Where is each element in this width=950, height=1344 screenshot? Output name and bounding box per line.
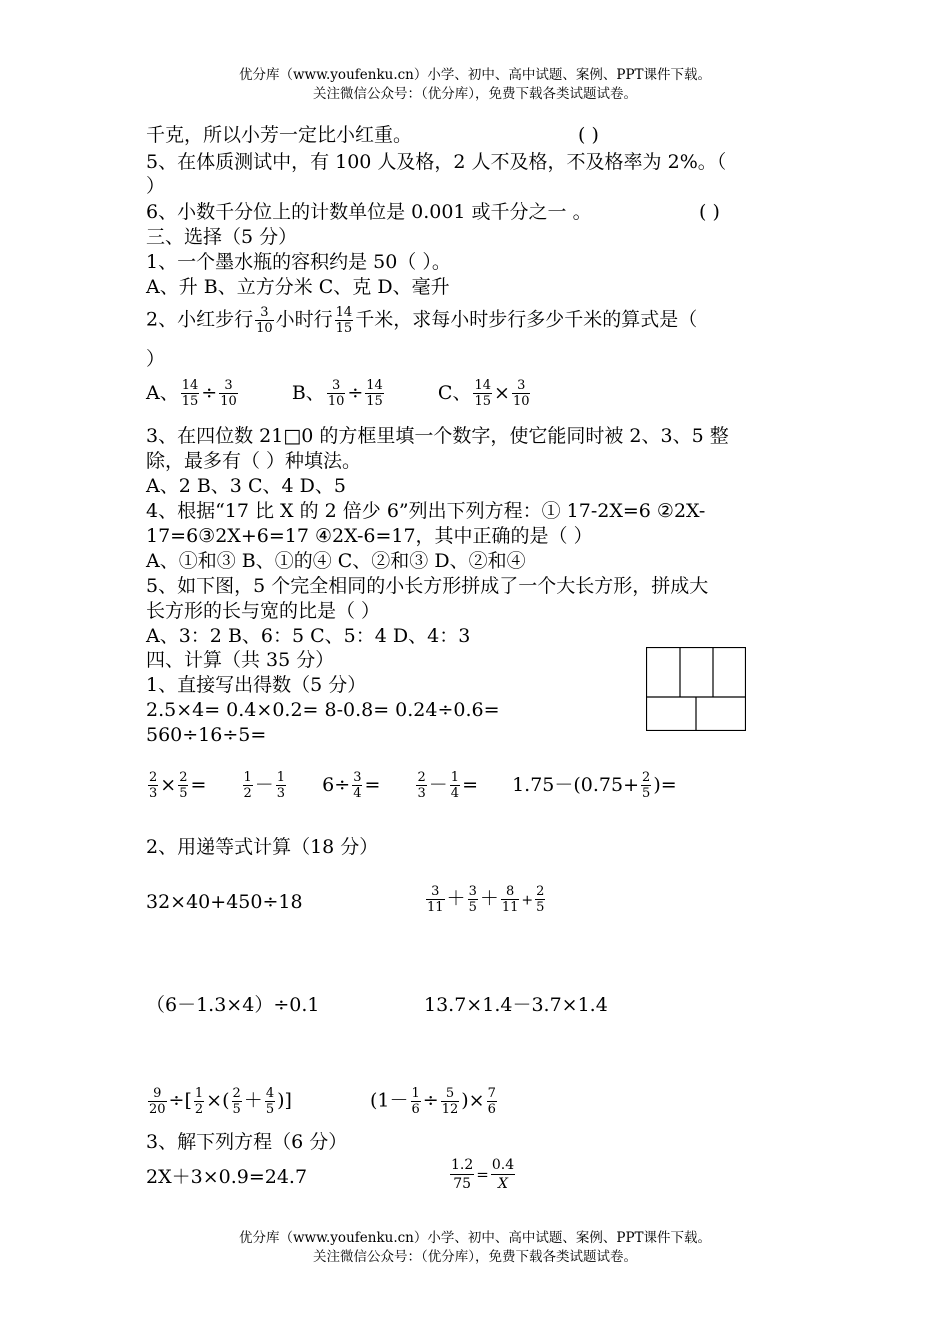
choice-q5-options: A、3：2 B、6：5 C、5：4 D、4：3 xyxy=(146,625,471,647)
judge-q6 xyxy=(146,200,720,224)
calc-fraction-row xyxy=(146,770,677,801)
expr-c: 6÷ $\frac{3}{4}$ = xyxy=(322,770,381,801)
judge-line-1 xyxy=(146,123,599,147)
equation-1: 2X＋3×0.9=24.7 xyxy=(146,1166,308,1188)
calc-problem-2: $\frac{3}{11}$ ＋ $\frac{3}{5}$ ＋ $\frac{8}{11}$ + $\frac{2}{5}$ xyxy=(427,884,545,915)
judge-text: 千克，所以小芳一定比小红重。 xyxy=(146,124,413,146)
choice-q1-options: A、升 B、立方分米 C、克 D、毫升 xyxy=(146,276,450,298)
choice-q4-options: A、①和③ B、①的④ C、②和③ D、②和④ xyxy=(146,550,526,572)
choice-q2-options xyxy=(146,378,532,409)
header-line-2: 关注微信公众号：（优分库），免费下载各类试题试卷。 xyxy=(313,86,637,102)
q2-text-c: 千米，求每小时步行多少千米的算式是（ xyxy=(355,308,698,331)
fraction: $\frac{14}{15}$ xyxy=(335,305,353,336)
section-choice-title: 三、选择（5 分） xyxy=(146,226,298,248)
option-a: A、 $\frac{14}{15}$ ÷ $\frac{3}{10}$ xyxy=(146,378,237,409)
calc-s2-title: 2、用递等式计算（18 分） xyxy=(146,836,379,858)
choice-q2 xyxy=(146,305,697,336)
footer-line-1: 优分库（www.youfenku.cn）小学、初中、高中试题、案例、PPT课件下载。 xyxy=(238,1230,712,1246)
calc-s3-title: 3、解下列方程（6 分） xyxy=(146,1131,348,1153)
q2-text-b: 小时行 xyxy=(275,308,333,331)
rectangle-figure xyxy=(646,647,746,731)
choice-q5-line-2: 长方形的长与宽的比是（ ） xyxy=(146,600,381,622)
section-calc-title: 四、计算（共 35 分） xyxy=(146,649,335,671)
calc-row-1: 2.5×4= 0.4×0.2= 8-0.8= 0.24÷0.6= xyxy=(146,699,500,721)
calc-problem-1: 32×40+450÷18 xyxy=(146,891,303,913)
answer-paren: ( ) xyxy=(699,201,720,223)
choice-q3-options: A、2 B、3 C、4 D、5 xyxy=(146,475,346,497)
expr-a: $\frac{2}{3}$ × $\frac{2}{5}$ = xyxy=(149,770,207,801)
expr-e: 1.75－(0.75+ $\frac{2}{5}$ )= xyxy=(512,770,677,801)
calc-problem-4: 13.7×1.4－3.7×1.4 xyxy=(424,994,608,1016)
calc-problem-5: $\frac{9}{20}$ ÷[ $\frac{1}{2}$ ×( $\frac{2}{5}$ ＋ $\frac{4}{5}$ )] xyxy=(149,1086,292,1117)
choice-q3-line-2: 除，最多有（ ）种填法。 xyxy=(146,450,362,472)
equation-2: $\frac{1.2}{75}$ = $\frac{0.4}{X}$ xyxy=(451,1157,515,1192)
answer-paren: ( ) xyxy=(578,124,599,146)
choice-q1: 1、一个墨水瓶的容积约是 50（ ）。 xyxy=(146,251,451,273)
calc-problem-6: (1－ $\frac{1}{6}$ ÷ $\frac{5}{12}$ )× $\frac{7}{6}$ xyxy=(370,1086,496,1117)
calc-row-2: 560÷16÷5= xyxy=(146,724,267,746)
choice-q4-line-1: 4、根据“17 比 X 的 2 倍少 6”列出下列方程：① 17-2X=6 ②2X- xyxy=(146,500,706,522)
option-b: B、 $\frac{3}{10}$ ÷ $\frac{14}{15}$ xyxy=(291,378,383,409)
expr-d: $\frac{2}{3}$ － $\frac{1}{4}$ = xyxy=(417,770,478,801)
footer-line-2: 关注微信公众号：（优分库），免费下载各类试题试卷。 xyxy=(313,1249,637,1265)
header-line-1: 优分库（www.youfenku.cn）小学、初中、高中试题、案例、PPT课件下载。 xyxy=(238,67,712,83)
calc-s1-title: 1、直接写出得数（5 分） xyxy=(146,674,367,696)
expr-b: $\frac{1}{2}$ － $\frac{1}{3}$ xyxy=(243,770,286,801)
fraction: $\frac{3}{10}$ xyxy=(256,305,273,336)
choice-q5-line-1: 5、如下图，5 个完全相同的小长方形拼成了一个大长方形，拼成大 xyxy=(146,575,709,597)
choice-q2-close: ） xyxy=(146,348,166,370)
option-c: C、 $\frac{14}{15}$ × $\frac{3}{10}$ xyxy=(437,378,530,409)
calc-problem-3: （6－1.3×4）÷0.1 xyxy=(146,994,320,1016)
q2-text-a: 2、小红步行 xyxy=(146,308,254,331)
choice-q4-line-2: 17=6③2X+6=17 ④2X-6=17，其中正确的是（ ） xyxy=(146,525,593,547)
judge-q5-line-1: 5、在体质测试中，有 100 人及格，2 人不及格，不及格率为 2%。（ xyxy=(146,151,727,173)
judge-q5-line-2: ） xyxy=(146,175,166,197)
choice-q3-line-1: 3、在四位数 21□0 的方框里填一个数字，使它能同时被 2、3、5 整 xyxy=(146,425,729,447)
judge-q6-text: 6、小数千分位上的计数单位是 0.001 或千分之一 。 xyxy=(146,201,592,223)
